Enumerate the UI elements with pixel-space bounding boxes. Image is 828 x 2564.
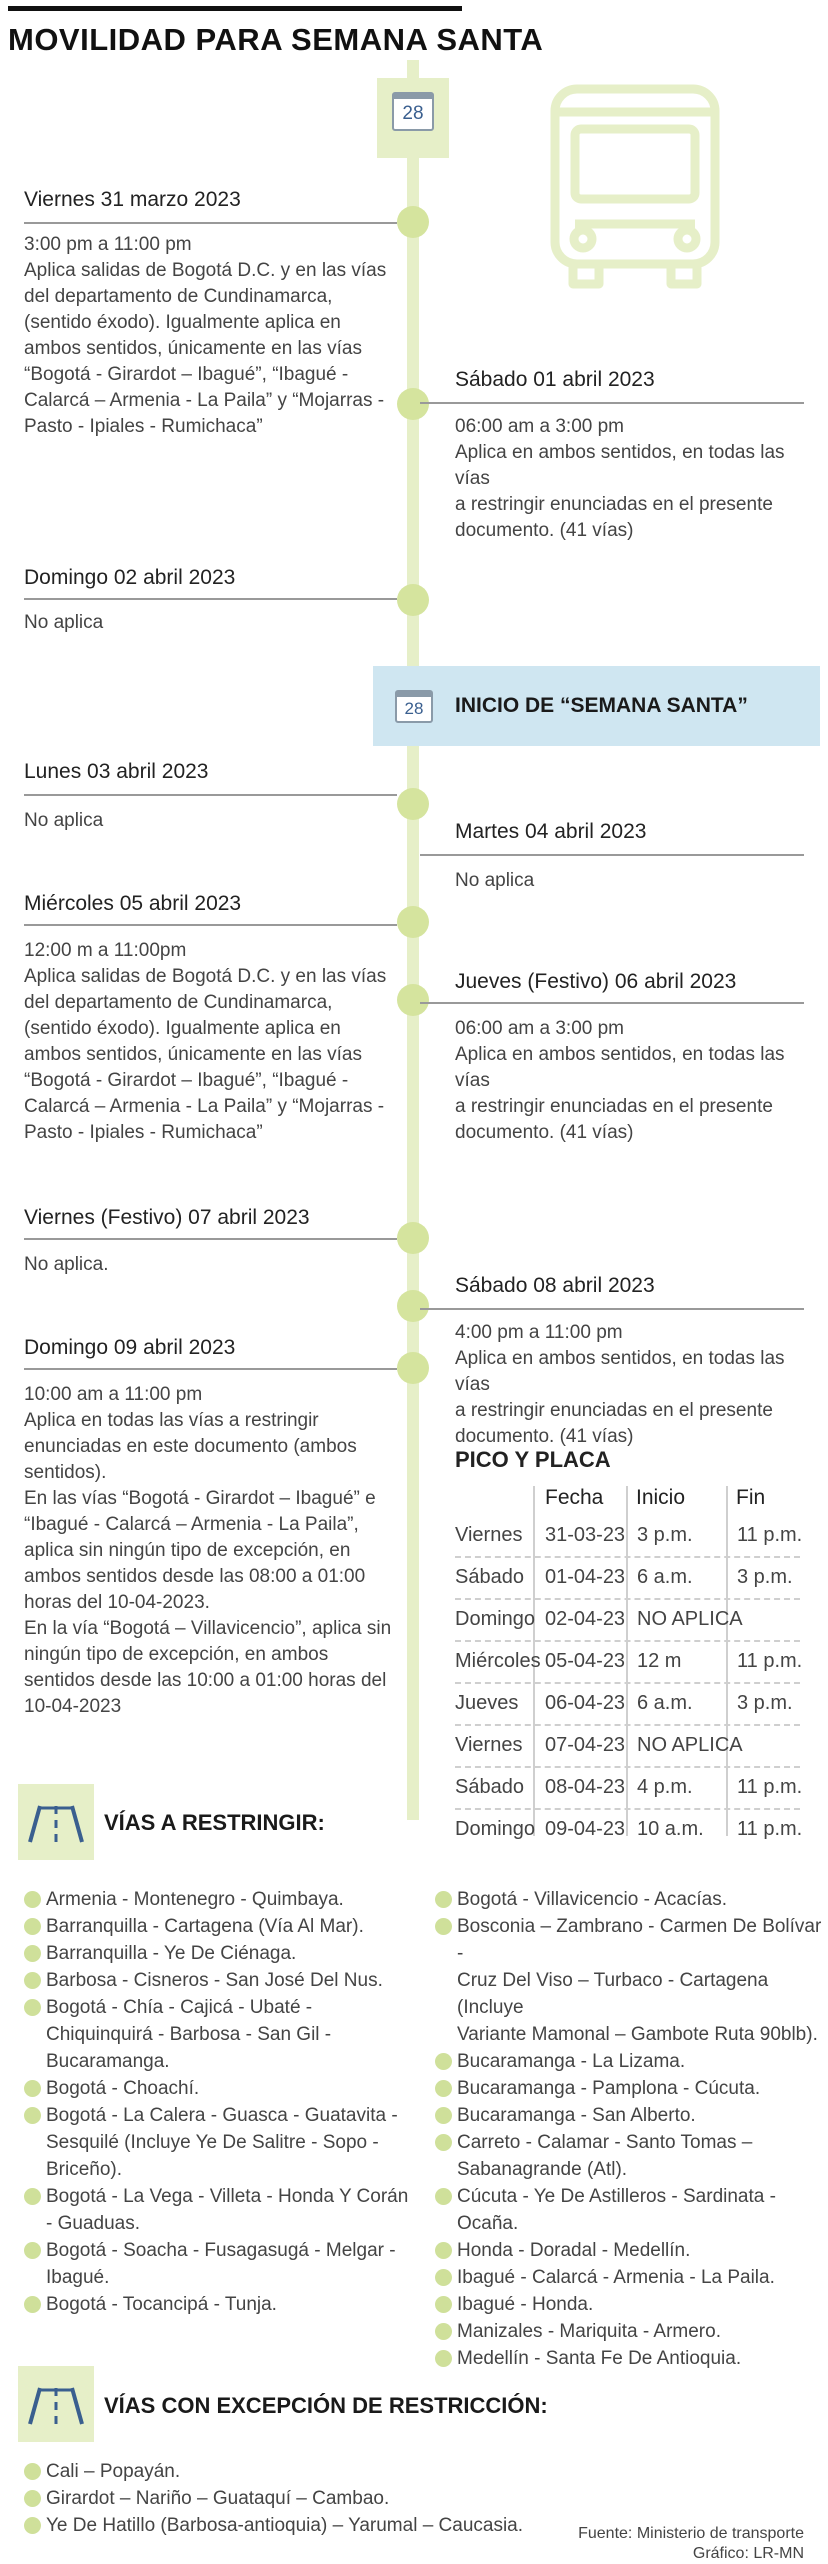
- list-item: Bogotá - Tocancipá - Tunja.: [24, 2291, 409, 2318]
- event-title: Sábado 01 abril 2023: [455, 368, 655, 391]
- event-body: 4:00 pm a 11:00 pm Aplica en ambos sentidos, en todas las vías a restringir enunciadas en el presente documento. (41 vías): [455, 1322, 785, 1447]
- list-item: Bogotá - La Calera - Guasca - Guatavita - Sesquilé (Incluye Ye De Salitre - Sopo - Briceño).: [24, 2102, 409, 2183]
- table-row: Domingo 02-04-23 NO APLICA: [455, 1598, 800, 1642]
- bus-icon: [545, 84, 725, 289]
- section-title: VÍAS CON EXCEPCIÓN DE RESTRICCIÓN:: [104, 2393, 548, 2418]
- event-body: 06:00 am a 3:00 pm Aplica en ambos sentidos, en todas las vías a restringir enunciadas en el presente documento. (41 vías): [455, 416, 785, 541]
- divider: [24, 1368, 397, 1370]
- list-item: Cali – Popayán.: [24, 2458, 564, 2485]
- list-item: Ibagué - Honda.: [435, 2291, 825, 2318]
- event-title: Viernes 31 marzo 2023: [24, 188, 241, 211]
- section-title: VÍAS A RESTRINGIR:: [104, 1810, 325, 1835]
- list-item: Honda - Doradal - Medellín.: [435, 2237, 825, 2264]
- timeline-dot: [397, 1222, 429, 1254]
- list-item: Ibagué - Calarcá - Armenia - La Paila.: [435, 2264, 825, 2291]
- list-item: Bogotá - Chía - Cajicá - Ubaté - Chiquinquirá - Barbosa - San Gil - Bucaramanga.: [24, 1994, 409, 2075]
- list-item: Bucaramanga - San Alberto.: [435, 2102, 825, 2129]
- restricted-roads-list-right: [435, 1886, 825, 2372]
- list-item: Bucaramanga - La Lizama.: [435, 2048, 825, 2075]
- column-header: Fin: [736, 1486, 766, 1509]
- source-credit: Fuente: Ministerio de transporte Gráfico: LR-MN: [578, 2525, 804, 2562]
- divider: [24, 794, 397, 796]
- list-item: Girardot – Nariño – Guataquí – Cambao.: [24, 2485, 564, 2512]
- table-row: Domingo 09-04-23 10 a.m. 11 p.m.: [455, 1818, 803, 1840]
- divider: [420, 854, 804, 856]
- table-row: Jueves 06-04-23 6 a.m. 3 p.m.: [455, 1682, 800, 1726]
- list-item: Armenia - Montenegro - Quimbaya.: [24, 1886, 409, 1913]
- column-header: Fecha: [545, 1486, 604, 1509]
- timeline-dot: [397, 788, 429, 820]
- list-item: Bosconia – Zambrano - Carmen De Bolívar - Cruz Del Viso – Turbaco - Cartagena (Incluye Variante Mamonal – Gambote Ruta 90blb).: [435, 1913, 825, 2048]
- list-item: Barbosa - Cisneros - San José Del Nus.: [24, 1967, 409, 1994]
- timeline-dot: [397, 388, 429, 420]
- exception-roads-list: [24, 2458, 564, 2539]
- event-title: Domingo 02 abril 2023: [24, 566, 236, 589]
- divider: [24, 924, 397, 926]
- event-title: Domingo 09 abril 2023: [24, 1336, 236, 1359]
- event-body: 12:00 m a 11:00pm Aplica salidas de Bogotá D.C. y en las vías del departamento de Cundinamarca, (sentido éxodo). Igualmente aplica en ambos sentidos, únicamente en las vías “Bogotá - Girardot – Ibagué”, “Ibagué - Calarcá – Armenia - La Paila” y “Mojarras - Pasto - Ipiales - Rumichaca”: [24, 940, 387, 1143]
- timeline-dot: [397, 1352, 429, 1384]
- event-body: 3:00 pm a 11:00 pm Aplica salidas de Bogotá D.C. y en las vías del departamento de Cundinamarca, (sentido éxodo). Igualmente aplica en ambos sentidos, únicamente en las vías “Bogotá - Girardot – Ibagué”, “Ibagué - Calarcá – Armenia - La Paila” y “Mojarras - Pasto - Ipiales - Rumichaca”: [24, 234, 387, 437]
- page-title: MOVILIDAD PARA SEMANA SANTA: [8, 22, 544, 57]
- list-item: Cúcuta - Ye De Astilleros - Sardinata - Ocaña.: [435, 2183, 825, 2237]
- road-icon: [18, 1784, 94, 1860]
- divider: [24, 222, 397, 224]
- column-header: Inicio: [636, 1486, 686, 1509]
- list-item: Bogotá - Choachí.: [24, 2075, 409, 2102]
- title-bar: [8, 6, 462, 11]
- event-title: Viernes (Festivo) 07 abril 2023: [24, 1206, 310, 1229]
- list-item: Bucaramanga - Pamplona - Cúcuta.: [435, 2075, 825, 2102]
- event-body: No aplica: [24, 810, 104, 831]
- list-item: Medellín - Santa Fe De Antioquia.: [435, 2345, 825, 2372]
- event-body: No aplica: [24, 612, 104, 633]
- list-item: Bogotá - La Vega - Villeta - Honda Y Corán - Guaduas.: [24, 2183, 409, 2237]
- list-item: Barranquilla - Cartagena (Vía Al Mar).: [24, 1913, 409, 1940]
- restricted-roads-list-left: [24, 1886, 409, 2318]
- event-body: No aplica: [455, 870, 535, 891]
- pico-y-placa-title: PICO Y PLACA: [455, 1447, 611, 1472]
- event-body: 06:00 am a 3:00 pm Aplica en ambos sentidos, en todas las vías a restringir enunciadas en el presente documento. (41 vías): [455, 1018, 785, 1143]
- list-item: Carreto - Calamar - Santo Tomas – Sabanagrande (Atl).: [435, 2129, 825, 2183]
- event-title: Sábado 08 abril 2023: [455, 1274, 655, 1297]
- event-body: No aplica.: [24, 1254, 109, 1275]
- timeline-dot: [397, 206, 429, 238]
- timeline-dot: [397, 1290, 429, 1322]
- table-row: Miércoles 05-04-23 12 m 11 p.m.: [455, 1640, 800, 1684]
- banner-title: INICIO DE “SEMANA SANTA”: [455, 694, 748, 717]
- event-title: Lunes 03 abril 2023: [24, 760, 209, 783]
- list-item: Barranquilla - Ye De Ciénaga.: [24, 1940, 409, 1967]
- event-title: Martes 04 abril 2023: [455, 820, 647, 843]
- divider: [420, 402, 804, 404]
- divider: [420, 1308, 804, 1310]
- event-body: 10:00 am a 11:00 pm Aplica en todas las vías a restringir enunciadas en este documento (ambos sentidos). En las vías “Bogotá - Girardot – Ibagué” e “Ibagué - Calarcá – Armenia - La Paila”, aplica sin ningún tipo de excepción, en ambos sentidos desde las 08:00 a 01:00 horas del 10-04-2023. En la vía “Bogotá – Villavicencio”, aplica sin ningún tipo de excepción, en ambos sentidos desde las 10:00 a 01:00 horas del 10-04-2023: [24, 1384, 392, 1717]
- table-row: Viernes 31-03-23 3 p.m. 11 p.m.: [455, 1514, 800, 1558]
- list-item: Bogotá - Villavicencio - Acacías.: [435, 1886, 825, 1913]
- list-item: Bogotá - Soacha - Fusagasugá - Melgar - Ibagué.: [24, 2237, 409, 2291]
- table-row: Sábado 01-04-23 6 a.m. 3 p.m.: [455, 1556, 800, 1600]
- road-icon: [18, 2366, 94, 2442]
- divider: [24, 1238, 397, 1240]
- table-row: Sábado 08-04-23 4 p.m. 11 p.m.: [455, 1766, 800, 1810]
- divider: [420, 1002, 804, 1004]
- list-item: Ye De Hatillo (Barbosa-antioquia) – Yarumal – Caucasia.: [24, 2512, 564, 2539]
- timeline-dot: [397, 906, 429, 938]
- divider: [24, 598, 397, 600]
- event-title: Miércoles 05 abril 2023: [24, 892, 242, 915]
- calendar-badge: [377, 78, 449, 158]
- timeline-dot: [397, 584, 429, 616]
- timeline-dot: [397, 984, 429, 1016]
- timeline-axis: [407, 60, 419, 1820]
- calendar-icon: 28: [395, 690, 433, 723]
- list-item: Manizales - Mariquita - Armero.: [435, 2318, 825, 2345]
- table-row: Viernes 07-04-23 NO APLICA: [455, 1724, 800, 1768]
- calendar-icon: 28: [392, 92, 434, 131]
- event-title: Jueves (Festivo) 06 abril 2023: [455, 970, 737, 993]
